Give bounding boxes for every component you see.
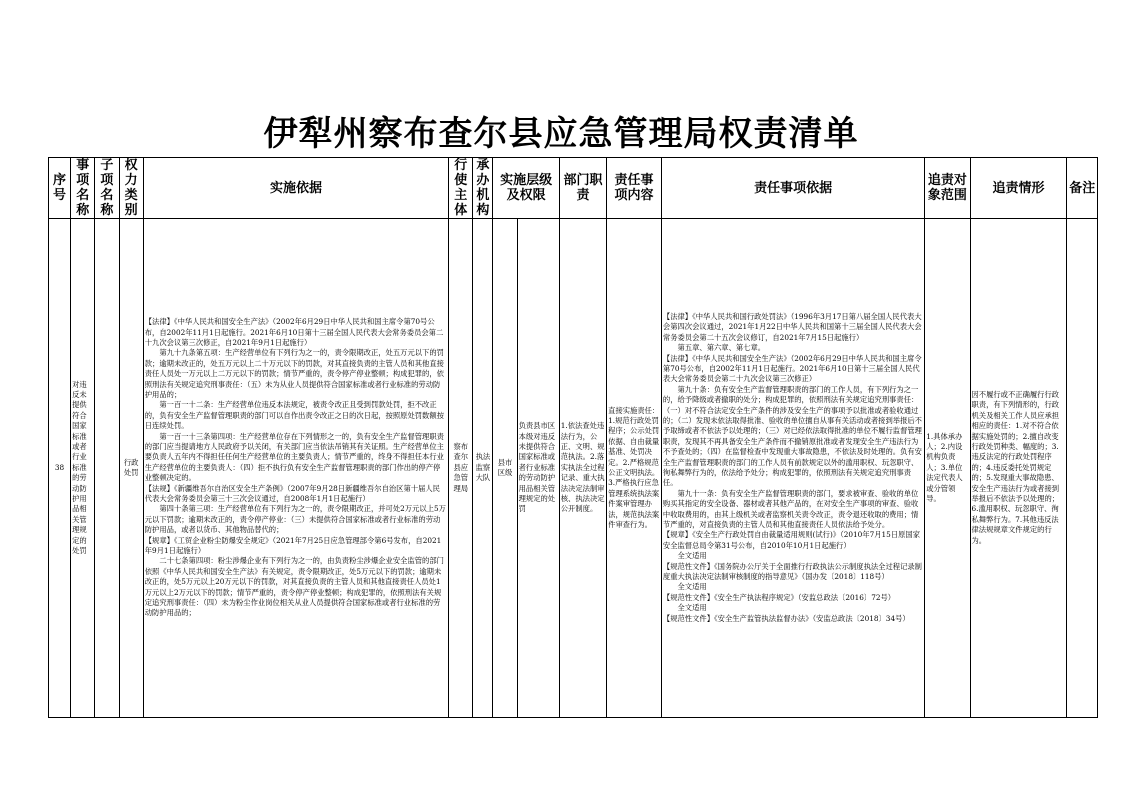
cell-situation: 因不履行或不正确履行行政职责，有下列情形的，行政机关及相关工作人员应承担相应的责任：1.对不符合依据实施处罚的；2.擅自改变行政处罚种类、幅度的；3.违反法定的行政处罚程序的；4.违反委托处罚规定的；5.发现重大事故隐患、安全生产违法行为或者接到举报后不依法予以处理的；6.滥用职权、玩忽职守、徇私舞弊行为。7.其他违反法律法规规章文件规定的行为。: [970, 219, 1067, 718]
cell-item: 对违反未提供符合国家标准或者行业标准的劳动防护用品相关管理规定的处罚: [71, 219, 95, 718]
header-row: [49, 158, 1098, 219]
cell-level: 县市区级: [493, 219, 517, 718]
basis-para: 【法规】《新疆维吾尔自治区安全生产条例》（2007年9月28日新疆维吾尔自治区第十届人民代表大会常务委员会第三十三次会议通过，自2008年1月1日起施行）: [144, 483, 440, 504]
header-handler: 承办机构: [473, 158, 493, 219]
cell-basis: [143, 219, 448, 718]
basis-para: 【规章】《工贸企业粉尘防爆安全规定》（2021年7月25日应急管理部令第6号发布，自2021年9月1日起施行）: [144, 535, 442, 556]
resp-basis-para: 第五章、第六章、第七章。: [677, 343, 766, 353]
cell-subject: 察布查尔县应急管理局: [449, 219, 473, 718]
header-scope: 追责对象范围: [925, 158, 970, 219]
cell-resp-basis: [661, 219, 924, 718]
resp-basis-para: 全文适用: [677, 582, 707, 592]
cell-category: 行政处罚: [119, 219, 143, 718]
header-resp-basis: 责任事项依据: [661, 158, 924, 219]
basis-para: 第一百一十三条第四项：生产经营单位存在下列情形之一的，负有安全生产监督管理职责的部门应当提请地方人民政府予以关闭，有关部门应当依法吊销其有关证照。生产经营单位主要负责人五年内不得担任任何生产经营单位的主要负责人；情节严重的，终身不得担任本行业生产经营单位的主要负责人：（四）拒不执行负有安全生产监督管理职责的部门作出的停产停业整顿决定的。: [144, 431, 444, 483]
cell-remark: [1067, 219, 1098, 718]
header-basis: 实施依据: [143, 158, 448, 219]
header-level: 实施层级及权限: [493, 158, 559, 219]
cell-handler: 执法监察大队: [473, 219, 493, 718]
header-remark: 备注: [1067, 158, 1098, 219]
resp-basis-para: 【规范性文件】《安全生产监管执法监督办法》（安监总政法〔2018〕34号）: [662, 613, 910, 623]
page-title: 伊犁州察布查尔县应急管理局权责清单: [263, 114, 859, 154]
resp-basis-para: 【规范性文件】《安全生产执法程序规定》（安监总政法〔2016〕72号）: [662, 592, 896, 602]
basis-para: 二十七条第四项：粉尘涉爆企业有下列行为之一的，由负责粉尘涉爆企业安全监管的部门依照《中华人民共和国安全生产法》有关规定，责令限期改正，处5万元以下的罚款；逾期未改正的，处5万元以上20万元以下的罚款，对其直接负责的主管人员和其他直接责任人员处1万元以上2万元以下的罚款；情节严重的，责令停产停业整顿；构成犯罪的，依照刑法有关规定追究刑事责任：（四）未为粉尘作业岗位相关从业人员提供符合国家标准或者行业标准的劳动防护用品的；: [144, 556, 444, 618]
cell-subitem: [95, 219, 119, 718]
resp-basis-para: 第九十条：负有安全生产监督管理职责的部门的工作人员，有下列行为之一的，给予降级或者撤职的处分；构成犯罪的，依照刑法有关规定追究刑事责任：（一）对不符合法定安全生产条件的涉及安全生产的事项予以批准或者验收通过的；（二）发现未依法取得批准、验收的单位擅自从事有关活动或者接到举报后不予取缔或者不依法予以处理的；（三）对已经依法取得批准的单位不履行监督管理职责，发现其不再具备安全生产条件而不撤销原批准或者发现安全生产违法行为不予查处的；（四）在监督检查中发现重大事故隐患，不依法及时处理的。负有安全生产监督管理职责的部门的工作人员有前款规定以外的滥用职权、玩忽职守、徇私舞弊行为的，依法给予处分；构成犯罪的，依照刑法有关规定追究刑事责任。: [662, 384, 922, 488]
cell-resp-content: 直接实施责任：1.规范行政处罚程序；公示处罚依据、自由裁量基准、处罚决定。2.严格规范公正文明执法。3.严格执行应急管理系统执法案件案审管理办法，规范执法案件审查行为。: [607, 219, 662, 718]
header-category: 权力类别: [119, 158, 143, 219]
responsibility-table: [48, 157, 1098, 718]
resp-basis-para: 【规章】《安全生产行政处罚自由裁量适用规则(试行)》（2010年7月15日原国家安全监督总局令第31号公布，自2010年10月1日起施行）: [662, 530, 921, 550]
resp-basis-para: 第九十一条：负有安全生产监督管理职责的部门，要求被审查、验收的单位购买其指定的安全设备、器材或者其他产品的，在对安全生产事项的审查、验收中收取费用的，由其上级机关或者监察机关责令改正，责令退还收取的费用；情节严重的，对直接负责的主管人员和其他直接责任人员依法给予处分。: [662, 488, 919, 530]
header-subject: 行使主体: [449, 158, 473, 219]
resp-basis-para: 全文适用: [677, 551, 707, 561]
header-item: 事项名称: [71, 158, 95, 219]
header-resp-content: 责任事项内容: [607, 158, 662, 219]
resp-basis-para: 【法律】《中华人民共和国安全生产法》（2002年6月29日中华人民共和国主席令第70号公布，自2002年11月1日起施行。2021年6月10日第十三届全国人民代表大会常务委员会第二十九次会议第三次修正）: [662, 353, 922, 384]
cell-level-detail: 负责县市区本级对违反未提供符合国家标准或者行业标准的劳动防护用品相关管理规定的处罚: [517, 219, 559, 718]
basis-para: 第四十条第三项：生产经营单位有下列行为之一的，责令限期改正，并可处2万元以上5万元以下罚款；逾期未改正的，责令停产停业：（三）未提供符合国家标准或者行业标准的劳动防护用品，或者以货币、其他物品替代的；: [144, 504, 446, 535]
table-row: [49, 219, 1098, 718]
resp-basis-para: 【规范性文件】《国务院办公厅关于全面推行行政执法公示制度执法全过程记录制度重大执法决定法制审核制度的指导意见》（国办发〔2018〕118号）: [662, 561, 922, 582]
resp-basis-para: 【法律】《中华人民共和国行政处罚法》（1996年3月17日第八届全国人民代表大会第四次会议通过，2021年1月22日中华人民共和国第十三届全国人民代表大会常务委员会第二十五次会议修订，自2021年7月15日起施行）: [662, 311, 922, 342]
basis-para: 第一百一十二条：生产经营单位违反本法规定，被责令改正且受到罚款处罚，拒不改正的，负有安全生产监督管理职责的部门可以自作出责令改正之日的次日起，按照原处罚数额按日连续处罚。: [144, 400, 444, 431]
header-subitem: 子项名称: [95, 158, 119, 219]
header-seq: 序号: [49, 158, 71, 219]
basis-para: 第九十九条第五项：生产经营单位有下列行为之一的，责令限期改正，处五万元以下的罚款；逾期未改正的，处五万元以上二十万元以下的罚款，对其直接负责的主管人员和其他直接责任人员处一万元以上二万元以下的罚款；情节严重的，责令停产停业整顿；构成犯罪的，依照刑法有关规定追究刑事责任：（五）未为从业人员提供符合国家标准或者行业标准的劳动防护用品的；: [144, 348, 444, 399]
cell-dept-duty: 1.依法查处违法行为，公正、文明、规范执法。2.落实执法全过程记录、重大执法决定法制审核、执法决定公开制度。: [559, 219, 606, 718]
basis-para: 【法律】《中华人民共和国安全生产法》（2002年6月29日中华人民共和国主席令第70号公布，自2002年11月1日起施行。2021年6月10日第十三届全国人民代表大会常务委员会第二十九次会议第三次修正，自2021年9月1日起施行）: [144, 317, 444, 347]
cell-seq: 38: [49, 219, 71, 718]
header-situation: 追责情形: [970, 158, 1067, 219]
resp-basis-para: 全文适用: [677, 603, 707, 613]
header-dept-duty: 部门职责: [559, 158, 606, 219]
cell-scope: 1.具体承办人；2.内设机构负责人；3.单位法定代表人或分管领导。: [925, 219, 970, 718]
